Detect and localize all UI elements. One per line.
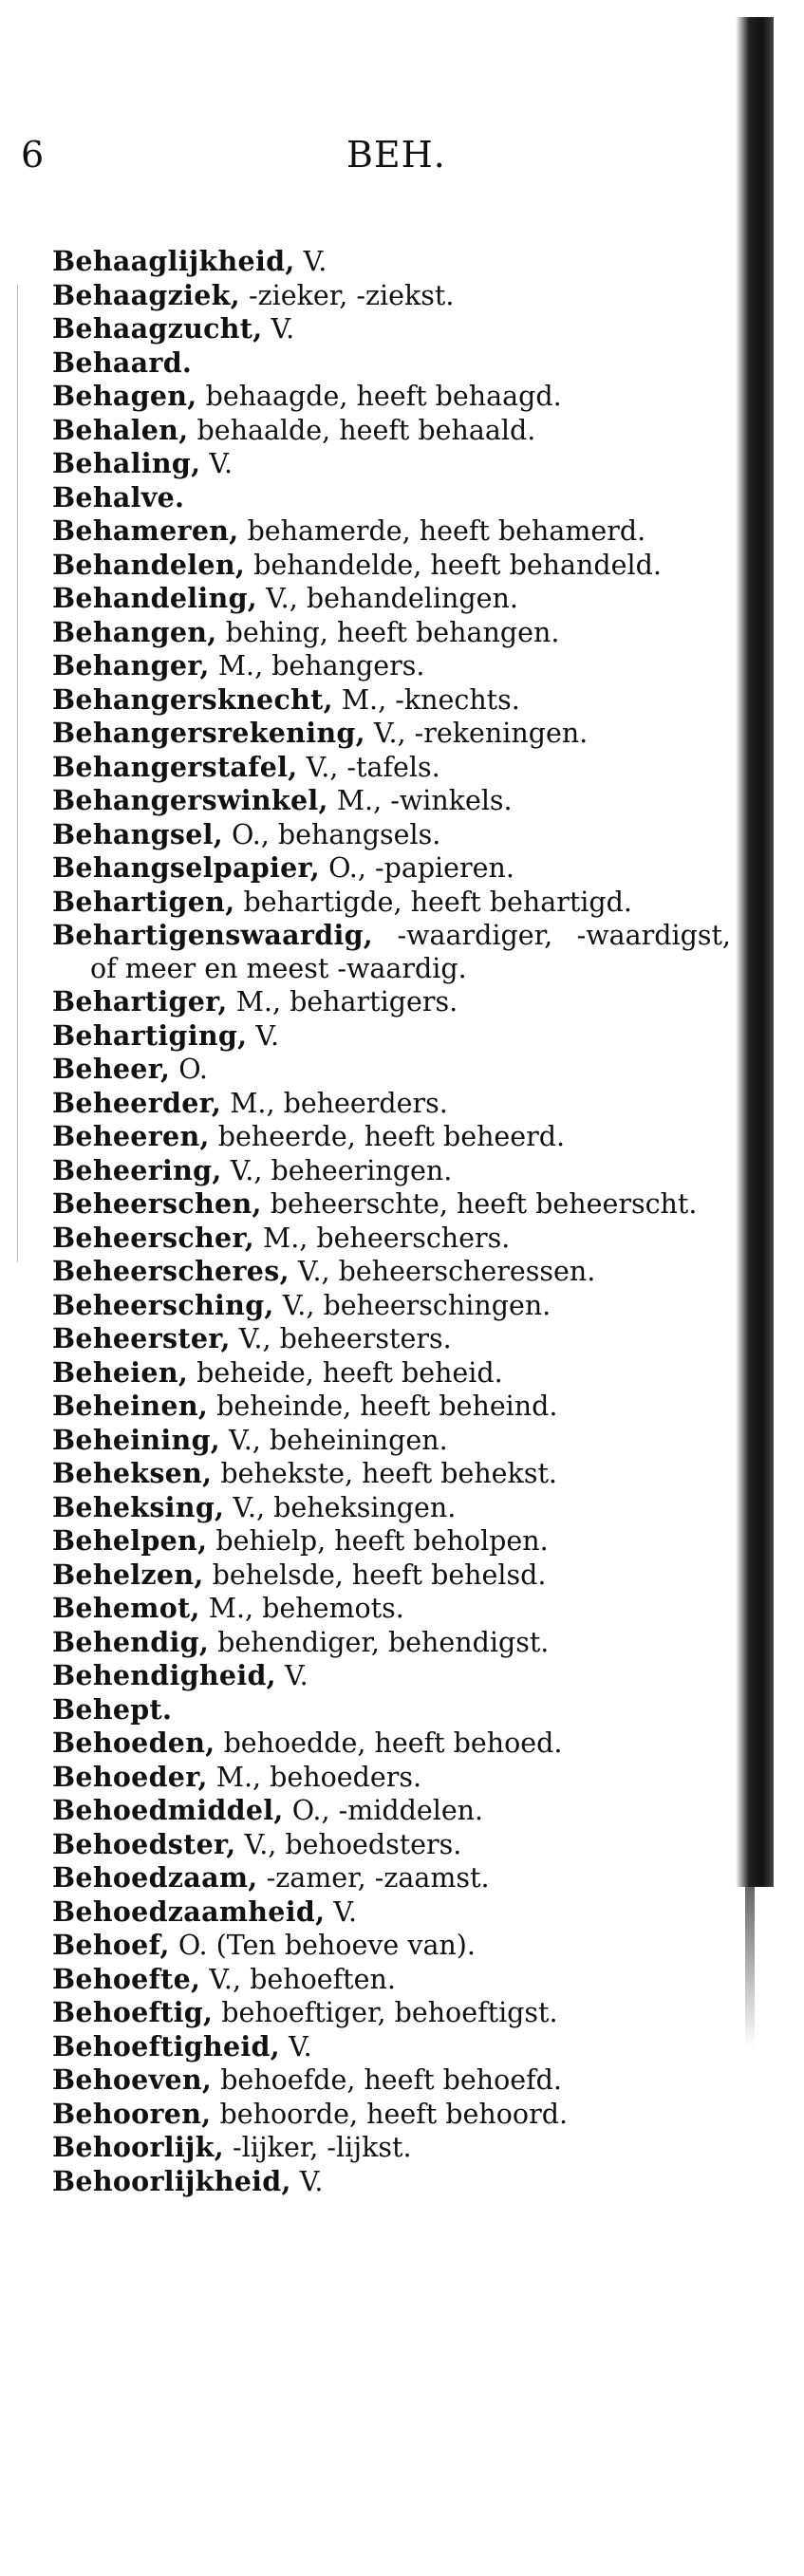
entry-headword: Behangsel, xyxy=(52,817,223,850)
entry-headword: Behagen, xyxy=(52,380,197,412)
entry-inflection: V., beheeringen. xyxy=(230,1154,453,1186)
entry-inflection: V., beheksingen. xyxy=(233,1491,457,1523)
entry-headword: Behartiger, xyxy=(52,985,228,1017)
dictionary-entry xyxy=(52,1255,731,1289)
running-head: BEH. xyxy=(346,134,446,176)
entry-headword: Behangerstafel, xyxy=(52,750,298,783)
entry-headword: Behaagziek, xyxy=(52,278,240,311)
dictionary-entry xyxy=(52,1491,731,1525)
entry-inflection: behelsde, heeft behelsd. xyxy=(212,1559,547,1591)
dictionary-entry xyxy=(52,1963,731,1997)
page-number: 6 xyxy=(21,134,45,176)
entry-headword: Behendigheid, xyxy=(52,1659,276,1691)
entry-headword: Behanger, xyxy=(52,649,210,681)
entry-headword: Behartigenswaardig, xyxy=(52,919,374,951)
entry-inflection: -zieker, -ziekst. xyxy=(248,279,455,311)
entry-inflection: behandelde, heeft behandeld. xyxy=(253,549,662,581)
entry-headword: Beheksing, xyxy=(52,1490,225,1523)
dictionary-entry xyxy=(52,751,731,785)
entry-headword: Behoedster, xyxy=(52,1827,236,1860)
entry-inflection: behamerde, heeft behamerd. xyxy=(247,515,646,547)
entry-headword: Behoeftigheid, xyxy=(52,2029,280,2063)
dictionary-entry xyxy=(52,1693,731,1727)
entry-headword: Behaaglijkheid, xyxy=(52,245,295,277)
dictionary-entry xyxy=(52,851,731,886)
dictionary-entry xyxy=(52,886,731,920)
dictionary-entry xyxy=(52,1794,731,1828)
dictionary-entry xyxy=(52,1996,731,2030)
entry-inflection: M., beheerders. xyxy=(230,1087,448,1119)
entry-headword: Behaagzucht, xyxy=(52,312,263,345)
dictionary-entry xyxy=(52,1187,731,1222)
entry-headword: Behangersrekening, xyxy=(52,717,365,749)
dictionary-entry xyxy=(52,1559,731,1593)
dictionary-entry xyxy=(52,2165,731,2199)
entry-inflection: -lijker, -lijkst. xyxy=(232,2132,412,2163)
entry-inflection: V., behoedsters. xyxy=(244,1828,462,1860)
entry-headword: Beheksen, xyxy=(52,1457,213,1489)
entry-headword: Behelpen, xyxy=(52,1524,208,1557)
dictionary-entry xyxy=(52,1154,731,1188)
entry-inflection: O. xyxy=(178,1054,208,1085)
entry-headword: Beheerscher, xyxy=(52,1221,254,1254)
entry-headword: Behalen, xyxy=(52,413,189,446)
entry-inflection: behendiger, behendigst. xyxy=(217,1626,550,1658)
entry-inflection: V., -rekeningen. xyxy=(373,718,589,749)
entry-inflection: M., -winkels. xyxy=(336,785,513,816)
entry-headword: Beheerschen, xyxy=(52,1187,262,1220)
entry-inflection: V., beheerscheressen. xyxy=(297,1256,596,1287)
entry-inflection: M., behoeders. xyxy=(215,1761,422,1793)
entry-inflection: behoedde, heeft behoed. xyxy=(223,1727,563,1759)
entry-headword: Beheinen, xyxy=(52,1390,209,1422)
entry-headword: Behoedzaamheid, xyxy=(52,1895,326,1928)
entry-headword: Behangen, xyxy=(52,615,217,648)
dictionary-entry xyxy=(52,1222,731,1256)
entry-inflection: V. xyxy=(299,2165,324,2197)
page-edge-fade xyxy=(745,1887,755,2048)
dictionary-entry xyxy=(52,1356,731,1391)
entry-inflection: V. xyxy=(284,1660,309,1691)
entry-inflection: O., behangsels. xyxy=(232,818,441,850)
entry-inflection: behoefde, heeft behoefd. xyxy=(220,2064,562,2096)
entry-headword: Behangselpapier, xyxy=(52,851,321,884)
entry-inflection: behartigde, heeft behartigd. xyxy=(243,886,632,918)
dictionary-entry xyxy=(52,2131,731,2165)
entry-headword: Beheerster, xyxy=(52,1322,231,1354)
entry-inflection: behekste, heeft behekst. xyxy=(220,1458,557,1489)
dictionary-entry xyxy=(52,1322,731,1356)
dictionary-entry xyxy=(52,346,731,381)
dictionary-entry xyxy=(52,683,731,718)
entry-inflection: V. xyxy=(303,246,327,277)
dictionary-entry xyxy=(52,1828,731,1862)
entry-headword: Behalve. xyxy=(52,480,185,513)
margin-rule xyxy=(17,285,18,1262)
entry-headword: Beheien, xyxy=(52,1355,189,1389)
dictionary-entry xyxy=(52,1895,731,1930)
entry-headword: Behoefte, xyxy=(52,1962,201,1995)
entry-inflection: O., -papieren. xyxy=(328,852,514,884)
entry-inflection: -waardiger, -waardigst, of meer en meest -waardig. xyxy=(90,920,731,984)
entry-headword: Behoeder, xyxy=(52,1760,208,1793)
dictionary-entry xyxy=(52,985,731,1019)
entry-headword: Beheerder, xyxy=(52,1086,222,1119)
dictionary-entry xyxy=(52,447,731,481)
entry-inflection: beheerde, heeft beheerd. xyxy=(217,1121,566,1152)
dictionary-entry xyxy=(52,279,731,313)
dictionary-entry xyxy=(52,717,731,751)
entry-headword: Beheer, xyxy=(52,1053,171,1085)
entry-inflection: V., beheiningen. xyxy=(229,1424,448,1456)
entry-headword: Behooren, xyxy=(52,2097,212,2130)
entry-headword: Behartigen, xyxy=(52,885,235,918)
dictionary-entry xyxy=(52,1019,731,1054)
entry-inflection: V., beheerschingen. xyxy=(282,1289,552,1321)
entry-inflection: V. xyxy=(271,313,295,345)
entry-inflection: beheide, heeft beheid. xyxy=(196,1356,503,1389)
entry-inflection: V., behandelingen. xyxy=(266,583,518,614)
entry-headword: Beheerscheres, xyxy=(52,1255,290,1287)
entry-inflection: M., beheerschers. xyxy=(263,1222,511,1254)
dictionary-entry xyxy=(52,312,731,346)
dictionary-entry xyxy=(52,582,731,616)
dictionary-entry xyxy=(52,245,731,279)
entry-inflection: O. (Ten behoeve van). xyxy=(178,1930,476,1961)
entry-inflection: O., -middelen. xyxy=(291,1795,484,1826)
dictionary-entry xyxy=(52,549,731,583)
entry-headword: Behoedmiddel, xyxy=(52,1794,284,1826)
dictionary-entry xyxy=(52,1626,731,1660)
dictionary-entry xyxy=(52,1727,731,1761)
entry-inflection: V. xyxy=(333,1895,358,1928)
dictionary-entry xyxy=(52,514,731,549)
dictionary-entry xyxy=(52,616,731,650)
entry-inflection: M., behangers. xyxy=(217,650,425,681)
dictionary-entry xyxy=(52,1457,731,1491)
dictionary-entry xyxy=(52,2030,731,2064)
page-edge-shadow xyxy=(736,17,774,1887)
entry-headword: Behandelen, xyxy=(52,548,246,581)
entry-inflection: M., -knechts. xyxy=(341,683,520,716)
dictionary-entry xyxy=(52,380,731,414)
entry-headword: Behoeftig, xyxy=(52,1996,214,2028)
entry-headword: Beheering, xyxy=(52,1153,222,1186)
dictionary-entry xyxy=(52,481,731,515)
entry-inflection: M., behemots. xyxy=(208,1593,404,1624)
entry-inflection: behaagde, heeft behaagd. xyxy=(205,381,562,412)
entry-headword: Behangerswinkel, xyxy=(52,784,328,816)
entry-headword: Behelzen, xyxy=(52,1558,204,1591)
dictionary-entry xyxy=(52,1087,731,1121)
entry-headword: Beheining, xyxy=(52,1423,221,1456)
entry-headword: Behoorlijkheid, xyxy=(52,2164,291,2197)
dictionary-entry xyxy=(52,1861,731,1895)
entry-headword: Behoedzaam, xyxy=(52,1861,258,1894)
dictionary-entry xyxy=(52,1289,731,1323)
dictionary-entry xyxy=(52,1120,731,1154)
dictionary-entry xyxy=(52,1592,731,1626)
dictionary-entry xyxy=(52,1929,731,1963)
dictionary-entry-list xyxy=(52,245,731,2198)
entry-inflection: behing, heeft behangen. xyxy=(225,616,560,648)
entry-inflection: V., beheersters. xyxy=(238,1323,452,1354)
entry-inflection: M., behartigers. xyxy=(235,986,458,1017)
entry-headword: Behartiging, xyxy=(52,1018,248,1052)
dictionary-entry xyxy=(52,414,731,448)
dictionary-entry xyxy=(52,784,731,818)
dictionary-entry xyxy=(52,919,731,985)
entry-inflection: V., behoeften. xyxy=(209,1963,396,1995)
dictionary-entry xyxy=(52,1659,731,1693)
entry-headword: Behemot, xyxy=(52,1592,200,1624)
dictionary-entry xyxy=(52,1524,731,1559)
entry-headword: Behaard. xyxy=(52,345,193,379)
entry-inflection: behoeftiger, behoeftigst. xyxy=(221,1997,558,2028)
dictionary-entry xyxy=(52,1390,731,1424)
entry-headword: Behoeven, xyxy=(52,2063,213,2096)
entry-headword: Behaling, xyxy=(52,447,201,479)
entry-inflection: behielp, heeft beholpen. xyxy=(215,1525,549,1557)
dictionary-entry xyxy=(52,2098,731,2132)
dictionary-entry xyxy=(52,1424,731,1458)
entry-headword: Behandeling, xyxy=(52,582,258,614)
entry-headword: Beheeren, xyxy=(52,1120,210,1152)
entry-inflection: V. xyxy=(209,448,234,479)
entry-inflection: behaalde, heeft behaald. xyxy=(196,414,536,446)
entry-inflection: V., -tafels. xyxy=(306,751,440,783)
entry-headword: Behameren, xyxy=(52,514,239,547)
entry-headword: Behangersknecht, xyxy=(52,682,333,716)
dictionary-entry xyxy=(52,649,731,683)
dictionary-entry xyxy=(52,818,731,852)
entry-headword: Behendig, xyxy=(52,1625,210,1658)
entry-headword: Behoeden, xyxy=(52,1727,215,1759)
page-header xyxy=(0,131,804,188)
entry-inflection: beheinde, heeft beheind. xyxy=(216,1391,558,1422)
entry-headword: Beheersching, xyxy=(52,1288,274,1321)
entry-inflection: V. xyxy=(255,1019,280,1052)
dictionary-entry xyxy=(52,2063,731,2098)
entry-headword: Behoef, xyxy=(52,1929,170,1961)
dictionary-entry xyxy=(52,1761,731,1795)
dictionary-entry xyxy=(52,1053,731,1087)
entry-inflection: V. xyxy=(289,2030,312,2063)
entry-inflection: behoorde, heeft behoord. xyxy=(219,2098,569,2130)
entry-inflection: beheerschte, heeft beheerscht. xyxy=(270,1188,698,1220)
entry-inflection: -zamer, -zaamst. xyxy=(266,1862,490,1894)
entry-headword: Behoorlijk, xyxy=(52,2131,224,2163)
entry-headword: Behept. xyxy=(52,1692,173,1726)
